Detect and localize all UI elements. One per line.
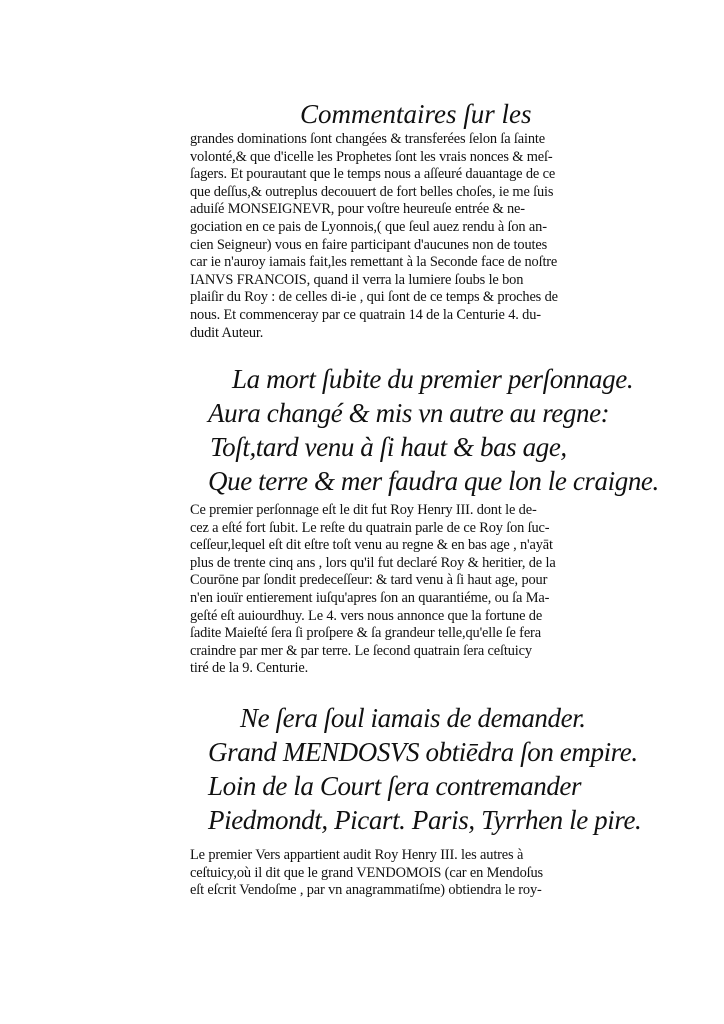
- text-line: gociation en ce pais de Lyonnois,( que ſeul auez rendu à ſon an-: [190, 218, 547, 235]
- text-line: Ce premier perſonnage eſt le dit fut Roy Henry III. dont le de-: [190, 502, 537, 518]
- verse-line: Ne ſera ſoul iamais de demander.: [240, 703, 586, 733]
- running-head: Commentaires ſur les: [300, 99, 532, 129]
- verse-line: Loin de la Court ſera contremander: [208, 771, 582, 801]
- text-line: car ie n'auroy iamais fait,les remettant à la Seconde face de noſtre: [190, 254, 558, 271]
- text-line: volonté,& que d'icelle les Prophetes ſont les vrais nonces & meſ-: [190, 148, 553, 165]
- verse-line: Piedmondt, Picart. Paris, Tyrrhen le pire.: [208, 805, 642, 835]
- text-line: ſagers. Et pourautant que le temps nous a aſſeuré dauantage de ce: [190, 166, 556, 183]
- text-line: plaiſir du Roy : de celles di-ie , qui ſont de ce temps & proches de: [190, 289, 558, 306]
- text-line: aduiſé MONSEIGNEVR, pour voſtre heureuſe entrée & ne-: [190, 201, 525, 218]
- verse-line: La mort ſubite du premier perſonnage.: [232, 364, 634, 394]
- verse-line: Aura changé & mis vn autre au regne:: [208, 398, 610, 428]
- text-line: IANVS FRANCOIS, quand il verra la lumiere ſoubs le bon: [190, 271, 524, 288]
- text-line: cez a eſté fort ſubit. Le reſte du quatrain parle de ce Roy ſon ſuc-: [190, 519, 550, 536]
- text-line: ceſſeur,lequel eſt dit eſtre toſt venu au regne & en bas age , n'ayāt: [190, 537, 553, 554]
- text-line: cien Seigneur) vous en faire participant d'aucunes non de toutes: [190, 236, 548, 253]
- text-line: geſté eſt auiourdhuy. Le 4. vers nous annonce que la fortune de: [190, 607, 543, 624]
- text-line: ſadite Maieſté ſera ſi proſpere & ſa grandeur telle,qu'elle ſe fera: [190, 625, 541, 642]
- verse-line: Que terre & mer faudra que lon le craigne.: [208, 466, 659, 496]
- paragraph-1: [190, 131, 630, 342]
- paragraph-3: [190, 847, 630, 900]
- text-line: dudit Auteur.: [190, 324, 264, 341]
- text-line: grandes dominations ſont changées & transferées ſelon ſa ſainte: [190, 131, 545, 147]
- text-line: que deſſus,& outreplus decouuert de fort belles choſes, ie me ſuis: [190, 183, 554, 200]
- text-line: plus de trente cinq ans , lors qu'il fut declaré Roy & heritier, de la: [190, 554, 556, 571]
- quatrain-1: [208, 362, 659, 498]
- text-line: ceſtuicy,où il dit que le grand VENDOMOIS (car en Mendoſus: [190, 864, 543, 881]
- text-line: nous. Et commenceray par ce quatrain 14 de la Centurie 4. du-: [190, 306, 541, 323]
- verse-line: Toſt,tard venu à ſi haut & bas age,: [210, 432, 567, 462]
- text-line: Le premier Vers appartient audit Roy Henry III. les autres à: [190, 847, 524, 863]
- paragraph-2: [190, 502, 630, 678]
- text-line: craindre par mer & par terre. Le ſecond quatrain ſera ceſtuicy: [190, 642, 532, 659]
- verse-line: Grand MENDOSVS obtiēdra ſon empire.: [208, 737, 638, 767]
- text-line: Courōne par ſondit predeceſſeur: & tard venu à ſi haut age, pour: [190, 572, 548, 589]
- quatrain-2: [208, 701, 642, 837]
- text-line: n'en iouïr entierement iuſqu'apres ſon an quarantiéme, ou ſa Ma-: [190, 589, 550, 606]
- text-line: eſt eſcrit Vendoſme , par vn anagrammatiſme) obtiendra le roy-: [190, 882, 542, 899]
- text-line: tiré de la 9. Centurie.: [190, 660, 309, 677]
